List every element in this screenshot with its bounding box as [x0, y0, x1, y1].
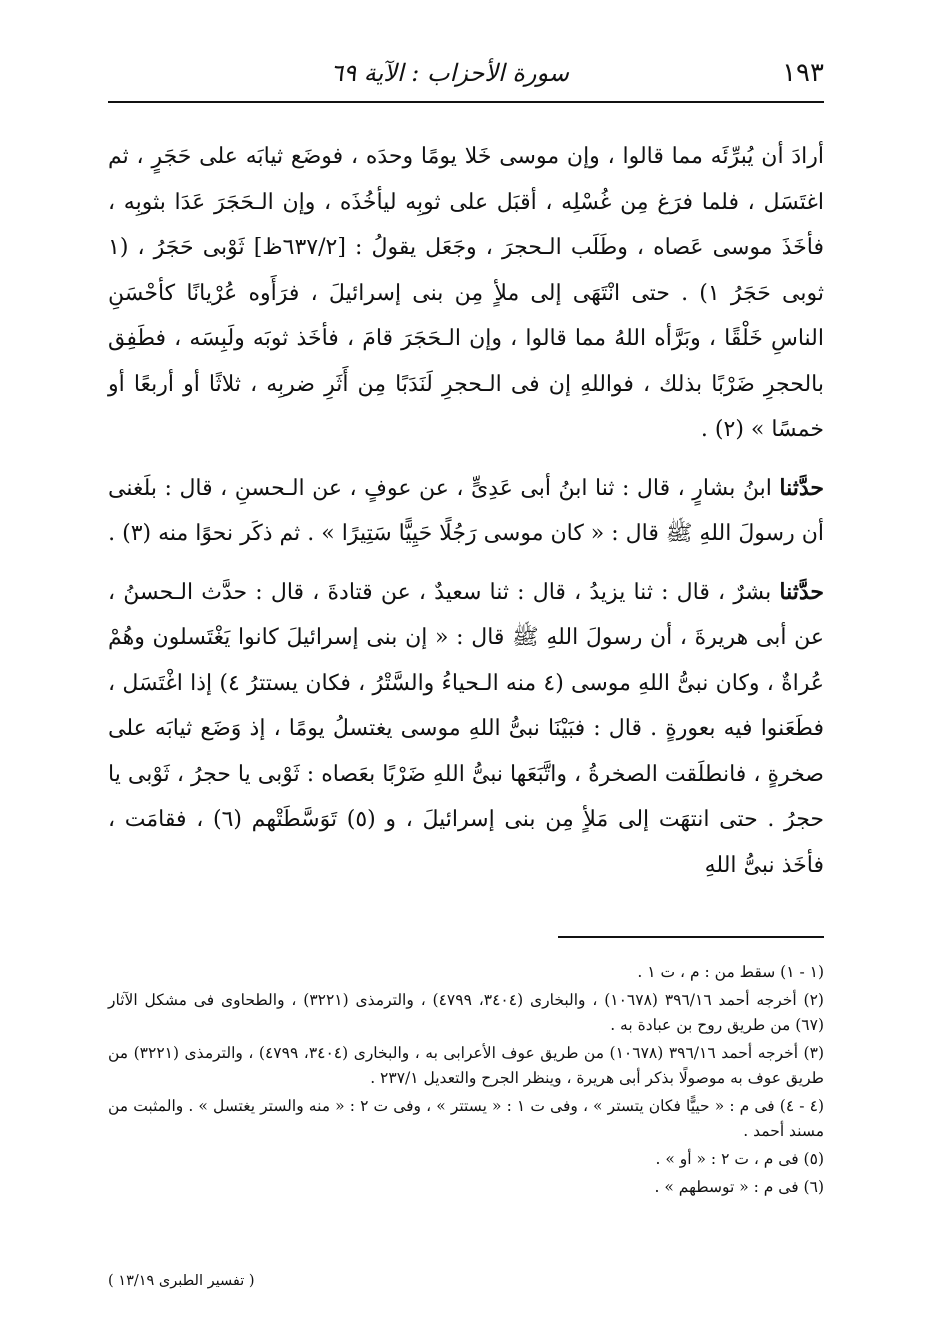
- print-signature: ( تفسير الطبرى ١٣/١٩ ): [108, 1273, 255, 1289]
- paragraph-3-text: بشرٌ ، قال : ثنا يزيدُ ، قال : ثنا سعيدٌ ، عن قتادةَ ، قال : حدَّث الـحسنُ ، عن أبى هريرةَ ، أن رسولَ اللهِ ﷺ قال : « إن بنى إسرائيلَ كانوا يَغْتَسلون وهُمْ عُراةٌ ، وكان نبىُّ اللهِ موسى (٤ منه الـحياءُ والسَّتْرُ ، فكان يستترُ ٤) إذا اغْتَسَل ، فطَعَنوا فيه بعورةٍ . قال : فبَيْنَا نبىُّ اللهِ موسى يغتسلُ يومًا ، إذ وَضَع ثيابَه على صخرةٍ ، فانطلَقت الصخرةُ ، واتَّبَعَها نبىُّ اللهِ ضَرْبًا بعَصاه : ثَوْبى يا حجرُ ، ثَوْبى يا حجرُ . حتى انتهَت إلى مَلأٍ مِن بنى إسرائيلَ ، و (٥) تَوَسَّطَتْهم (٦) ، فقامَت ، فأخَذ نبىُّ اللهِ: [108, 579, 825, 878]
- page-header: [108, 52, 824, 96]
- footnote-4: (٤ - ٤) فى م : « حييًّا فكان يتستر » ، وفى ت ١ : « يستتر » ، وفى ت ٢ : « منه والستر يغتسل » . والمثبت من مسند أحمد .: [108, 1097, 824, 1140]
- footnote-6: (٦) فى م : « توسطهم » .: [654, 1178, 824, 1196]
- paragraph-3: [108, 570, 824, 889]
- footnote-1: (١ - ١) سقط من : م ، ت ١ .: [637, 963, 824, 981]
- page-number: ١٩٣: [782, 58, 824, 88]
- running-title: سورة الأحزاب : الآية ٦٩: [330, 59, 569, 87]
- paragraph-2-text: ابنُ بشارٍ ، قال : ثنا ابنُ أبى عَدِىٍّ ، عن عوفٍ ، عن الـحسنِ ، قال : بلَغنى أن رسولَ اللهِ ﷺ قال : « كان موسى رَجُلًا حَيِيًّا سَتِيرًا » . ثم ذكَر نحوًا منه (٣) .: [108, 475, 824, 546]
- footnote-2: (٢) أخرجه أحمد ٣٩٦/١٦ (١٠٦٧٨) ، والبخارى (٣٤٠٤، ٤٧٩٩) ، والترمذى (٣٢٢١) ، والطحاوى فى مشكل الآثار (٦٧) من طريق روح بن عبادة به .: [108, 991, 824, 1034]
- paragraph-2: [108, 466, 824, 557]
- header-rule: [108, 101, 824, 103]
- paragraph-1: أرادَ أن يُبرِّئَه مما قالوا ، وإن موسى خَلا يومًا وحدَه ، فوضَع ثيابَه على حَجَرٍ ، ثم اغتَسَل ، فلما فرَغ مِن غُسْلِه ، أقبَل على ثوبِه ليأخُذَه ، وإن الـحَجَرَ عَدَا بثوبِه ، فأخَذَ موسى عَصاه ، وطَلَب الـحجرَ ، وجَعَل يقولُ : [٦٣٧/٢ظ] ثَوْبى حَجَرُ ، (١ ثوبى حَجَرُ ١) . حتى انْتَهَى إلى ملأٍ مِن بنى إسرائيلَ ، فرَأَوه عُرْيانًا كأحْسَنِ الناسِ خَلْقًا ، وبَرَّأه اللهُ مما قالوا ، وإن الـحَجَرَ قامَ ، فأخَذ ثوبَه ولَبِسَه ، فطَفِق بالحجرِ ضَرْبًا بذلك ، فواللهِ إن فى الـحجرِ لَنَدَبًا مِن أَثَرِ ضربِه ، ثلاثًا أو أربعًا أو خمسًا » (٢) .: [108, 144, 825, 442]
- main-text: [108, 134, 824, 888]
- footnote-5: (٥) فى م ، ت ٢ : « أو » .: [655, 1150, 824, 1168]
- paragraph-2-lead: حدَّثنا: [779, 474, 824, 501]
- footnote-3: (٣) أخرجه أحمد ٣٩٦/١٦ (١٠٦٧٨) من طريق عوف الأعرابى به ، والبخارى (٣٤٠٤، ٤٧٩٩) ، والترمذى (٣٢٢١) من طريق عوف به موصولًا بذكر أبى هريرة ، وينظر الجرح والتعديل ٢٣٧/١ .: [108, 1044, 824, 1087]
- footnote-separator: [558, 936, 824, 938]
- paragraph-3-lead: حدَّثنا: [779, 578, 824, 605]
- footnotes: [108, 960, 824, 1203]
